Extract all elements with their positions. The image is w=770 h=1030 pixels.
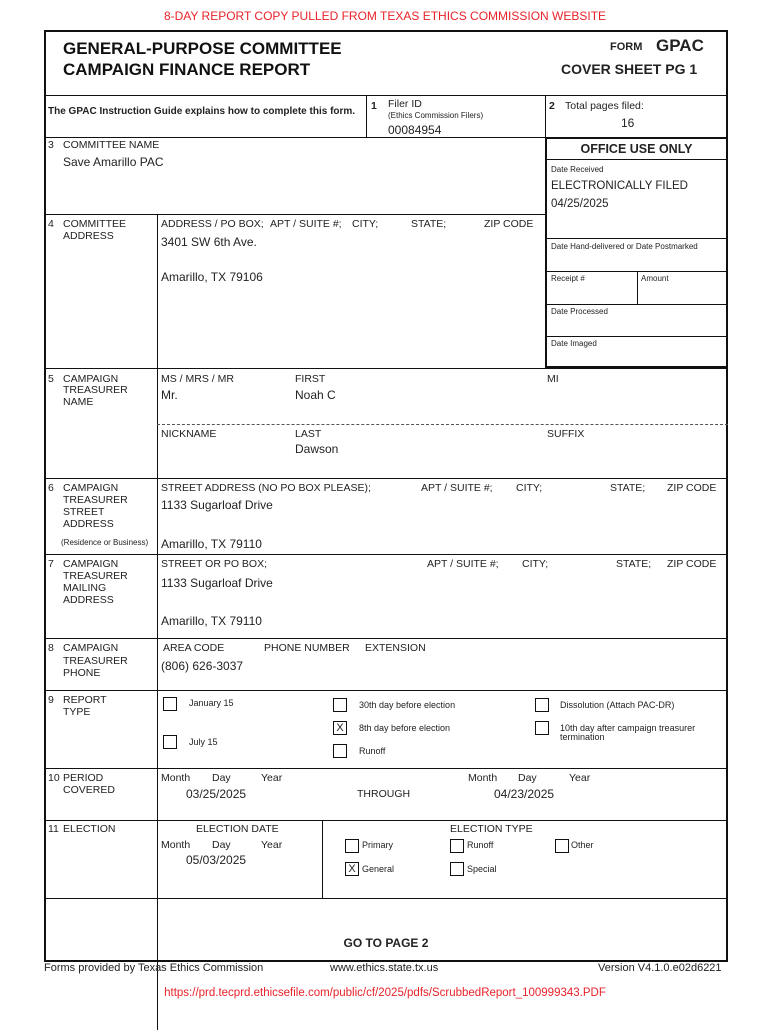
checkbox-election-runoff[interactable] <box>450 839 464 853</box>
form-title-line1: GENERAL-PURPOSE COMMITTEE <box>63 39 342 58</box>
filer-num: 1 <box>371 100 377 112</box>
period-to-month: Month <box>468 772 498 784</box>
street-label-3: STREET <box>63 506 105 518</box>
report-type-num: 9 <box>48 694 54 706</box>
street-label-4: ADDRESS <box>63 518 114 530</box>
report-banner: 8-DAY REPORT COPY PULLED FROM TEXAS ETHICS COMMISSION WEBSITE <box>163 9 607 23</box>
checkbox-special[interactable] <box>450 862 464 876</box>
mailing-label-3: MAILING <box>63 582 107 594</box>
checkbox-other[interactable] <box>555 839 569 853</box>
address-col-state: STATE; <box>411 218 447 230</box>
address-col-zip: ZIP CODE <box>484 218 534 230</box>
address-line2: Amarillo, TX 79106 <box>161 270 263 284</box>
amount-label: Amount <box>641 274 669 283</box>
period-label-1: PERIOD <box>63 772 104 784</box>
col-mi: MI <box>547 373 559 385</box>
col-title: MS / MRS / MR <box>161 373 234 385</box>
address-label-1: COMMITTEE <box>63 218 126 230</box>
checkbox-january-15[interactable] <box>163 697 177 711</box>
mailing-label-2: TREASURER <box>63 570 128 582</box>
col-first: FIRST <box>295 373 326 385</box>
cover-sheet-label: COVER SHEET PG 1 <box>561 61 698 77</box>
label-election-runoff: Runoff <box>467 840 494 850</box>
street-num: 6 <box>48 482 54 494</box>
col-area-code: AREA CODE <box>163 642 225 654</box>
go-to-page-2: GO TO PAGE 2 <box>343 936 429 950</box>
period-from-year: Year <box>261 772 283 784</box>
footer-url[interactable]: https://prd.tecprd.ethicsefile.com/public/cf/2025/pdfs/ScrubbedReport_100999343.PDF <box>164 987 606 999</box>
mailing-line2: Amarillo, TX 79110 <box>161 614 262 628</box>
filer-id-value: 00084954 <box>388 123 442 137</box>
street-line2: Amarillo, TX 79110 <box>161 537 262 551</box>
date-processed-label: Date Processed <box>551 307 608 316</box>
mailing-col-state: STATE; <box>616 558 652 570</box>
label-july-15: July 15 <box>189 737 218 747</box>
period-to-date: 04/23/2025 <box>494 787 555 801</box>
street-line1: 1133 Sugarloaf Drive <box>161 498 273 512</box>
mailing-col-apt: APT / SUITE #; <box>427 558 499 570</box>
label-other: Other <box>571 840 594 850</box>
label-general: General <box>362 864 395 874</box>
address-line1: 3401 SW 6th Ave. <box>161 235 257 249</box>
total-pages-label: Total pages filed: <box>565 100 644 112</box>
checkbox-10th-day[interactable] <box>535 721 549 735</box>
treasurer-name-label-1: CAMPAIGN <box>63 373 119 385</box>
form-word: FORM <box>610 41 643 53</box>
date-imaged-label: Date Imaged <box>551 339 597 348</box>
checkbox-general[interactable]: X <box>345 862 359 876</box>
checkbox-8th-day[interactable]: X <box>333 721 347 735</box>
electronically-filed: ELECTRONICALLY FILED <box>551 180 688 192</box>
period-num: 10 <box>48 772 60 784</box>
election-month: Month <box>161 839 191 851</box>
street-label-2: TREASURER <box>63 494 128 506</box>
col-suffix: SUFFIX <box>547 428 585 440</box>
col-extension: EXTENSION <box>365 642 426 654</box>
label-30th-day: 30th day before election <box>359 700 456 710</box>
committee-name-label: COMMITTEE NAME <box>63 139 160 151</box>
period-label-2: COVERED <box>63 784 115 796</box>
label-10th-day-1: 10th day after campaign treasurer <box>560 723 696 733</box>
total-pages-num: 2 <box>549 100 555 112</box>
period-to-day: Day <box>518 772 537 784</box>
label-10th-day-2: termination <box>560 732 605 742</box>
filed-date: 04/25/2025 <box>551 198 609 210</box>
period-from-day: Day <box>212 772 231 784</box>
address-col-address: ADDRESS / PO BOX; <box>161 218 264 230</box>
election-date-label: ELECTION DATE <box>196 823 279 835</box>
address-col-apt: APT / SUITE #; <box>270 218 342 230</box>
filer-id-sub: (Ethics Commission Filers) <box>388 111 484 120</box>
mailing-label-1: CAMPAIGN <box>63 558 119 570</box>
footer-website[interactable]: www.ethics.state.tx.us <box>330 962 439 974</box>
office-use-title: OFFICE USE ONLY <box>580 142 693 156</box>
treasurer-name-num: 5 <box>48 373 54 385</box>
phone-value: (806) 626-3037 <box>161 659 244 673</box>
street-col-apt: APT / SUITE #; <box>421 482 493 494</box>
committee-name-value: Save Amarillo PAC <box>63 155 164 169</box>
mailing-col-street: STREET OR PO BOX; <box>161 558 267 570</box>
mailing-col-city: CITY; <box>522 558 549 570</box>
treasurer-last: Dawson <box>295 442 339 456</box>
street-col-street: STREET ADDRESS (NO PO BOX PLEASE); <box>161 482 371 494</box>
address-label-2: ADDRESS <box>63 230 114 242</box>
election-day: Day <box>212 839 231 851</box>
mailing-label-4: ADDRESS <box>63 594 114 606</box>
col-phone: PHONE NUMBER <box>264 642 350 654</box>
label-runoff: Runoff <box>359 746 386 756</box>
checkbox-runoff[interactable] <box>333 744 347 758</box>
report-type-label-1: REPORT <box>63 694 107 706</box>
address-col-city: CITY; <box>352 218 379 230</box>
footer-provided: Forms provided by Texas Ethics Commission <box>44 962 264 974</box>
total-pages-value: 16 <box>621 116 635 130</box>
period-to-year: Year <box>569 772 591 784</box>
phone-num: 8 <box>48 642 54 654</box>
street-col-city: CITY; <box>516 482 543 494</box>
election-year: Year <box>261 839 283 851</box>
hand-delivered-label: Date Hand-delivered or Date Postmarked <box>551 242 698 251</box>
filer-id-label: Filer ID <box>388 98 422 110</box>
phone-label-2: TREASURER <box>63 655 128 667</box>
label-january-15: January 15 <box>189 698 234 708</box>
period-through: THROUGH <box>357 788 411 800</box>
checkbox-30th-day[interactable] <box>333 698 347 712</box>
treasurer-title: Mr. <box>161 388 178 402</box>
treasurer-name-label-2: TREASURER <box>63 384 128 396</box>
label-dissolution: Dissolution (Attach PAC-DR) <box>560 700 675 710</box>
form-code: GPAC <box>656 36 704 55</box>
treasurer-first: Noah C <box>295 388 336 402</box>
period-from-date: 03/25/2025 <box>186 787 247 801</box>
street-col-zip: ZIP CODE <box>667 482 717 494</box>
label-8th-day: 8th day before election <box>359 723 451 733</box>
phone-label-1: CAMPAIGN <box>63 642 119 654</box>
col-last: LAST <box>295 428 322 440</box>
footer-version: Version V4.1.0.e02d6221 <box>598 962 722 974</box>
phone-label-3: PHONE <box>63 667 101 679</box>
form-title-line2: CAMPAIGN FINANCE REPORT <box>63 60 311 79</box>
checkbox-dissolution[interactable] <box>535 698 549 712</box>
mailing-num: 7 <box>48 558 54 570</box>
col-nickname: NICKNAME <box>161 428 217 440</box>
checkbox-july-15[interactable] <box>163 735 177 749</box>
receipt-label: Receipt # <box>551 274 585 283</box>
committee-num: 3 <box>48 139 54 151</box>
street-label-1: CAMPAIGN <box>63 482 119 494</box>
election-label: ELECTION <box>63 823 116 835</box>
date-received-label: Date Received <box>551 165 604 174</box>
label-special: Special <box>467 864 497 874</box>
election-num: 11 <box>48 823 59 835</box>
mailing-col-zip: ZIP CODE <box>667 558 717 570</box>
label-primary: Primary <box>362 840 393 850</box>
election-date: 05/03/2025 <box>186 853 247 867</box>
residence-note: (Residence or Business) <box>61 538 149 547</box>
treasurer-name-label-3: NAME <box>63 396 94 408</box>
street-col-state: STATE; <box>610 482 646 494</box>
election-type-label: ELECTION TYPE <box>450 823 533 835</box>
address-num: 4 <box>48 218 54 230</box>
period-from-month: Month <box>161 772 191 784</box>
mailing-line1: 1133 Sugarloaf Drive <box>161 576 273 590</box>
report-type-label-2: TYPE <box>63 706 91 718</box>
checkbox-primary[interactable] <box>345 839 359 853</box>
instruction-text: The GPAC Instruction Guide explains how to complete this form. <box>48 106 356 117</box>
